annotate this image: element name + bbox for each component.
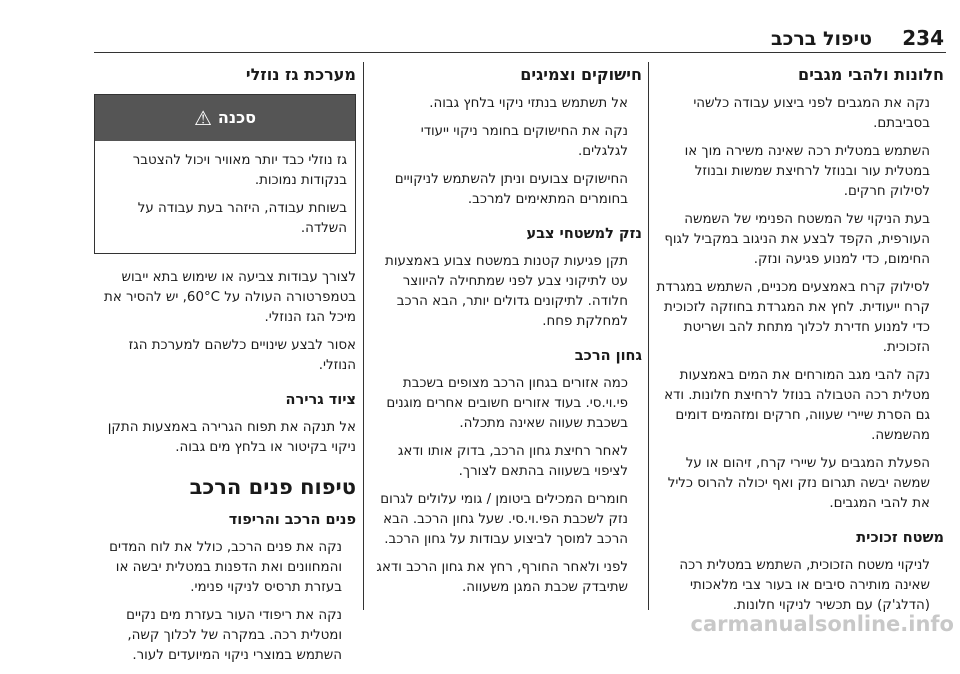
paragraph: השתמש במטלית רכה שאינה משירה מוך או במטלית עור ובנוזל לרחיצת שמשות ובנוזל לסילוק חרקים.: [684, 144, 930, 199]
paragraph: לצורך עבודות צביעה או שימוש בתא ייבוש בטמפרטורה העולה על 60°C, יש להסיר את מיכל הגז הנוזלי.: [104, 270, 356, 325]
paragraph: הפעלת המגבים על שיירי קרח, זיהום או על שמשה יבשה תגרום נזק ואף יכולה להרוס כליל את להבי המגבים.: [667, 456, 930, 511]
watermark: carmanualsonline.info: [690, 612, 954, 636]
page-header: [0, 0, 960, 56]
paragraph: בעת הניקוי של המשטח הפנימי של השמשה העורפית, הקפד לבצע את הניגוב במקביל לגוף החימום, כדי למנוע פגיעה ונזק.: [664, 212, 930, 267]
paragraph: נקה את ריפודי העור בעזרת מים נקיים ומטלית רכה. במקרה של לכלוך קשה, השתמש במוצרי ניקוי המיועדים לעור.: [126, 608, 342, 663]
major-heading-interior: טיפוח פנים הרכב: [189, 475, 356, 499]
danger-body: [95, 141, 355, 253]
section-heading-windows: חלונות ולהבי מגבים: [798, 65, 944, 84]
column-divider: [363, 62, 364, 610]
column-divider: [648, 62, 649, 610]
paragraph: בשוחת עבודה, היזהר בעת עבודה על השלדה.: [137, 201, 347, 236]
paragraph: אל תשתמש בנתזי ניקוי בלחץ גבוה.: [429, 96, 628, 111]
column-left: [94, 64, 356, 674]
paragraph: אסור לבצע שינויים כלשהם למערכת הגז הנוזלי.: [128, 338, 356, 373]
danger-header: [95, 95, 355, 141]
paragraph: נקה את פנים הרכב, כולל את לוח המדים והמחוונים ואת הדפנות במטלית יבשה או בעזרת תרסיס לניקוי פנימי.: [109, 540, 342, 595]
subheading-towing: ציוד גרירה: [285, 392, 356, 408]
subheading-glass: משטח זכוכית: [856, 530, 944, 546]
warning-triangle-icon: ⚠: [193, 106, 212, 130]
paragraph: לפני ולאחר החורף, רחץ את גחון הרכב ודאג שתיבדק שכבת המגן משעווה.: [376, 560, 628, 595]
paragraph: נקה את המגבים לפני ביצוע עבודה כלשהי בסביבתם.: [693, 96, 930, 131]
subheading-underbody: גחון הרכב: [574, 348, 642, 364]
running-title: טיפול ברכב: [770, 28, 872, 50]
section-heading-lpg: מערכת גז נוזלי: [245, 65, 356, 84]
danger-box: [94, 94, 356, 254]
page-number: 234: [902, 26, 944, 50]
paragraph: תקן פגיעות קטנות במשטח צבוע באמצעות עט לתיקוני צבע לפני שמתחילה להיווצר חלודה. לתיקונים גדולים יותר, הבא הרכב למחלקת פחח.: [385, 254, 628, 329]
subheading-upholstery: פנים הרכב והריפוד: [228, 512, 356, 528]
column-middle: [370, 64, 642, 606]
paragraph: גז נוזלי כבד יותר מאוויר ויכול להצטבר בנקודות נמוכות.: [132, 153, 347, 188]
section-heading-wheels: חישוקים וצמיגים: [520, 65, 642, 84]
paragraph: לניקוי משטח הזכוכית, השתמש במטלית רכה שאינה מותירה סיבים או בעור צבי מלאכותי (הדלג'ק) עם תכשיר לניקוי חלונות.: [679, 558, 930, 613]
header-rule: [94, 52, 946, 53]
paragraph: החישוקים צבועים וניתן להשתמש לניקויים בחומרים המתאימים למרכב.: [394, 172, 628, 207]
paragraph: לאחר רחיצת גחון הרכב, בדוק אותו ודאג לציפוי בשעווה בהתאם לצורך.: [397, 444, 628, 479]
subheading-paint-damage: נזק למשטחי צבע: [526, 226, 642, 242]
paragraph: נקה להבי מגב המורחים את המים באמצעות מטלית רכה הטבולה בנוזל לרחיצת חלונות. ודא גם הסרת שיירי שעווה, חרקים ומזהמים דומים מהשמשה.: [664, 368, 930, 443]
danger-title: סכנה: [217, 108, 257, 127]
paragraph: לסילוק קרח באמצעים מכניים, השתמש במגרדת קרח ייעודית. לחץ את המגרדת בחוזקה לזכוכית כדי למנוע חדירת לכלוך מתחת להב ושריטת הזכוכית.: [656, 280, 930, 355]
paragraph: אל תנקה את תפוח הגרירה באמצעות התקן ניקוי בקיטור או בלחץ מים גבוה.: [107, 420, 356, 455]
paragraph: כמה אזורים בגחון הרכב מצופים בשכבת פי.וי.סי. בעוד אזורים חשובים אחרים מוגנים בשכבת שעווה שאינה מתכלה.: [386, 376, 628, 431]
paragraph: חומרים המכילים ביטומן / גומי עלולים לגרום נזק לשכבת הפי.וי.סי. שעל גחון הרכב. הבא הרכב למוסך לביצוע עבודות על גחון הרכב.: [380, 492, 628, 547]
column-right: [654, 64, 944, 624]
paragraph: נקה את החישוקים בחומר ניקוי ייעודי לגלגלים.: [420, 124, 628, 159]
